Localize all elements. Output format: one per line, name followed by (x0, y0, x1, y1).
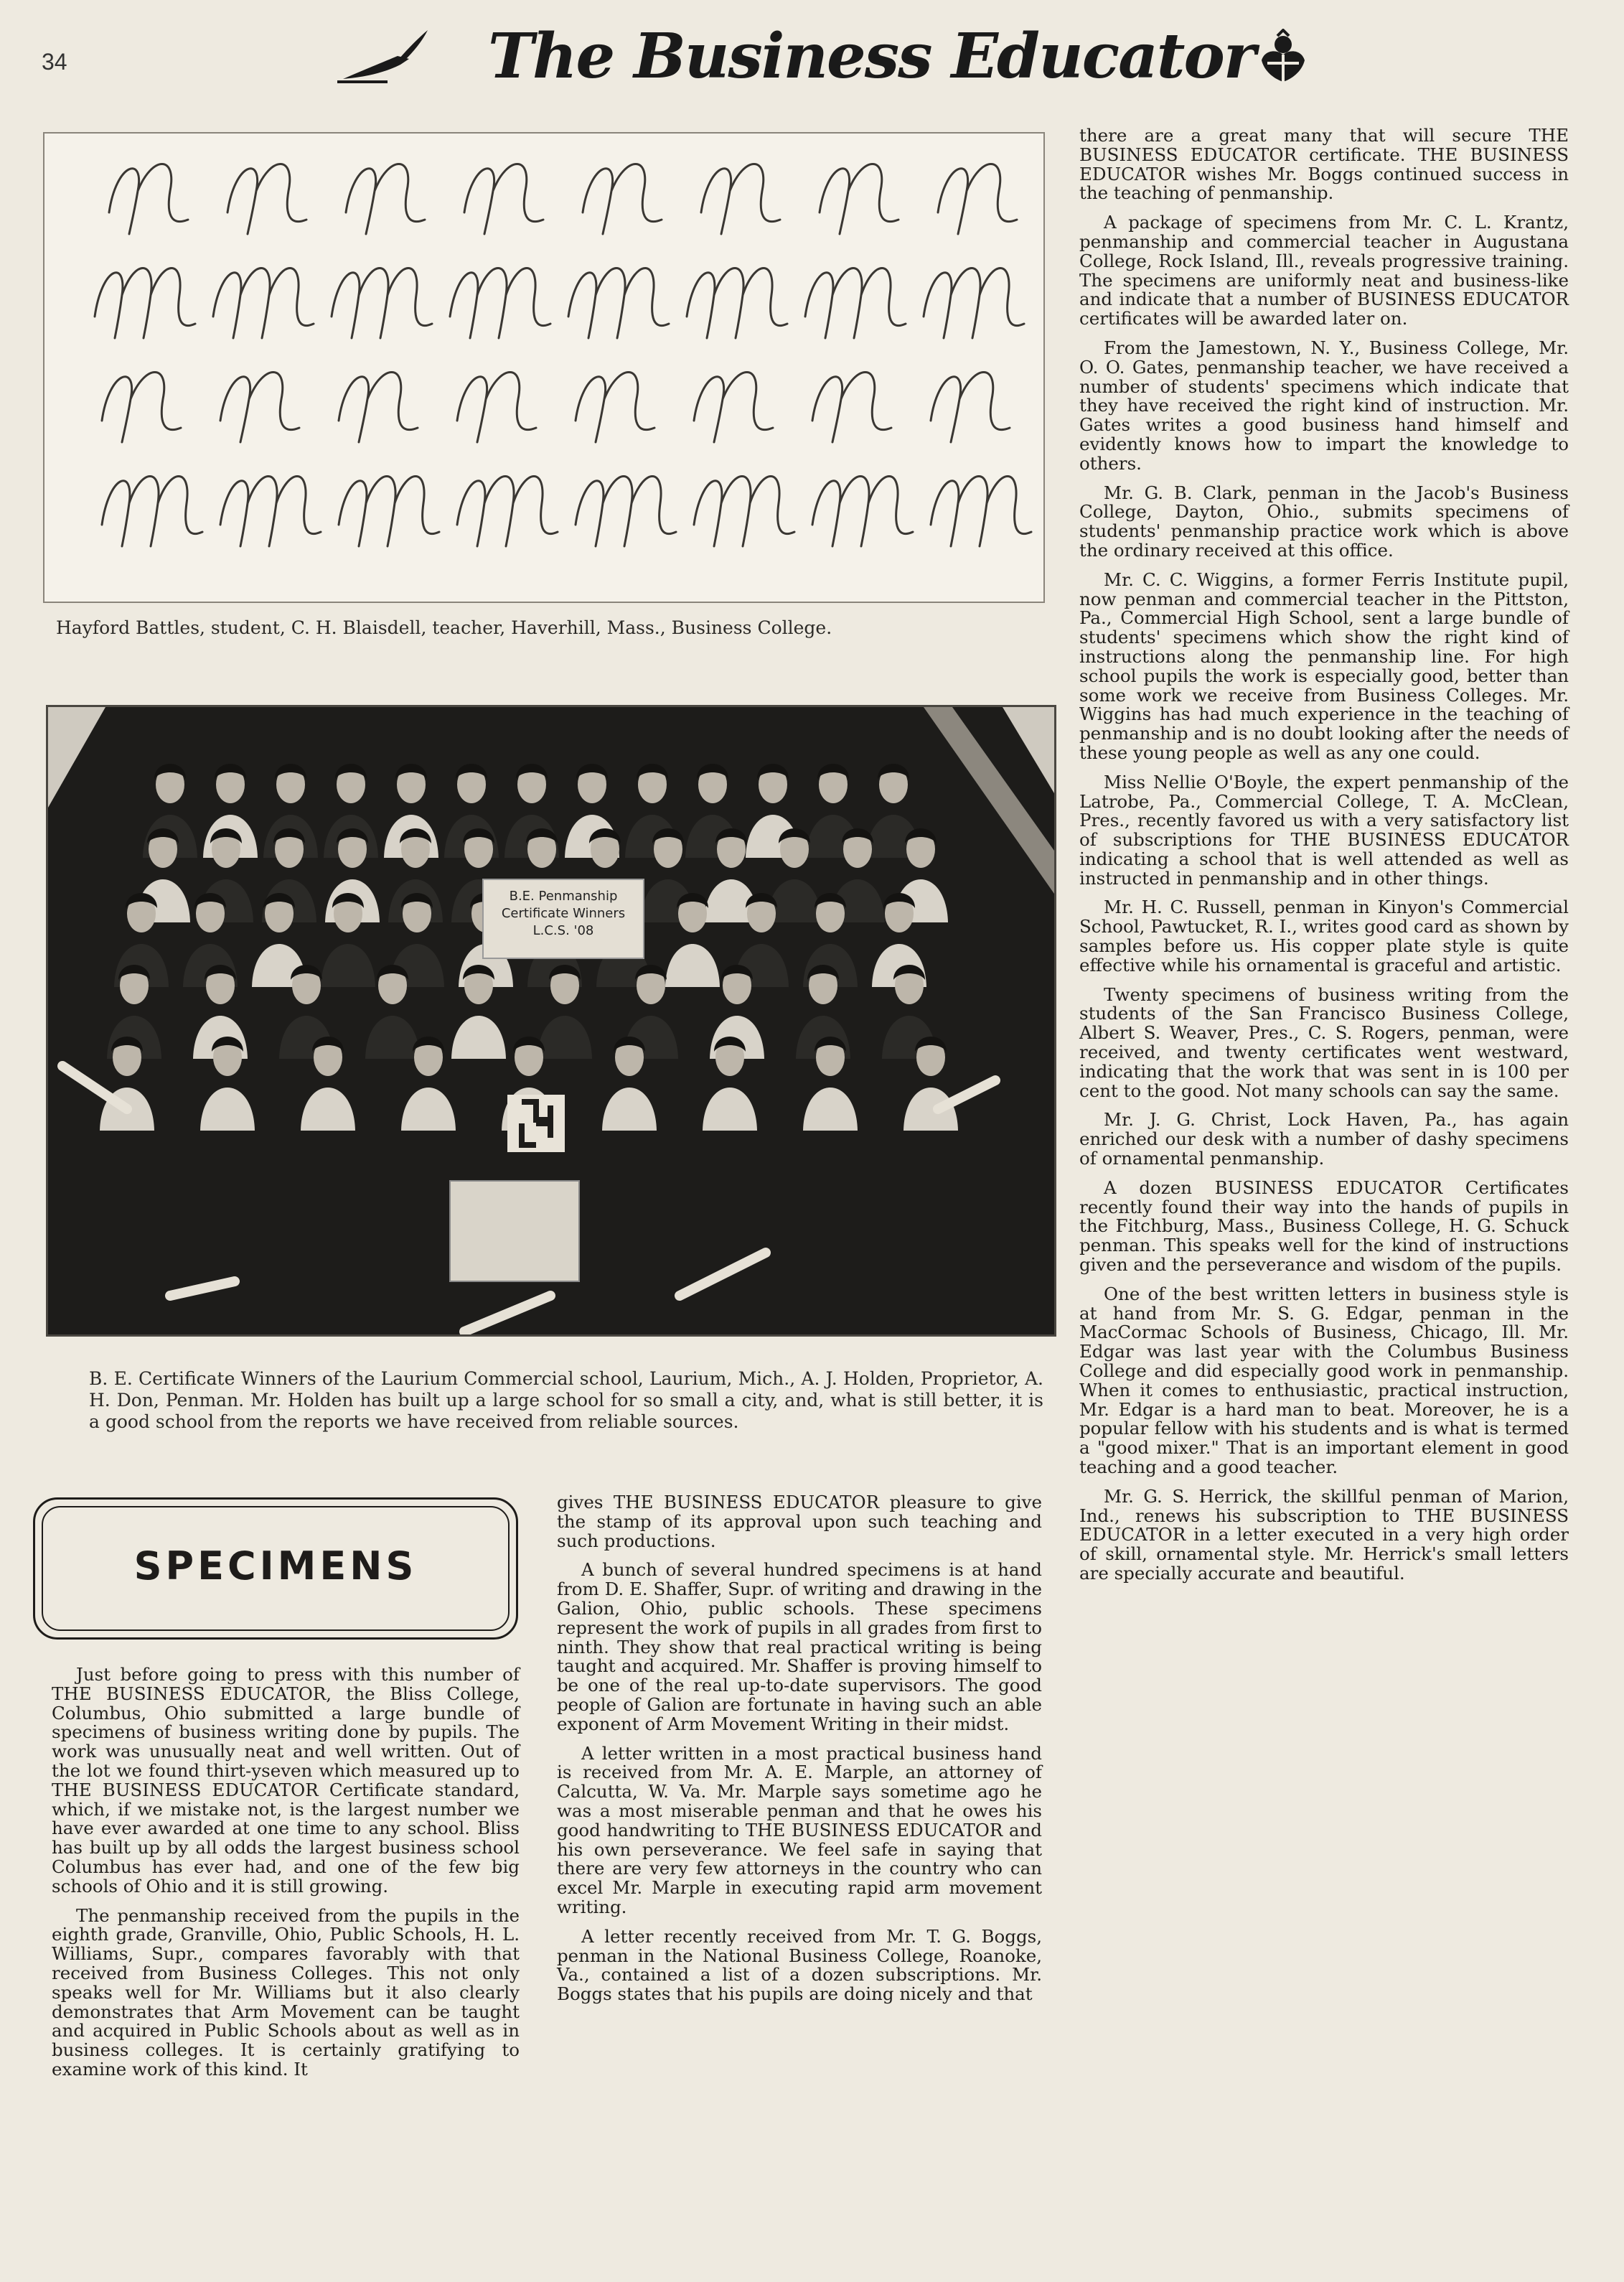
script-letter-m (687, 268, 787, 339)
photo-caption: B. E. Certificate Winners of the Laurium Commercial school, Laurium, Mich., A. J. Holden, Proprietor, A. H. Don, Penman. Mr. Holden has built up a large school for so small a city, and, what is still better, it is a good school from the reports we have received from reliable sources. (89, 1368, 1043, 1432)
script-letter-m (924, 268, 1024, 339)
script-letter-m (450, 268, 550, 339)
script-letter-n (109, 164, 188, 235)
paragraph: A package of specimens from Mr. C. L. Krantz, penmanship and commercial teacher in Augustana College, Rock Island, Ill., reveals progressive training. The specimens are uniformly neat and business-like and indicate that a number of BUSINESS EDUCATOR certificates will be awarded later on. (1079, 212, 1569, 329)
specimens-heading-box (33, 1497, 518, 1640)
script-letter-n (820, 164, 898, 235)
script-letter-n (938, 164, 1017, 235)
script-letter-n (220, 373, 299, 443)
script-letter-m (812, 477, 913, 547)
script-letter-n (701, 164, 780, 235)
emblem-icon (1254, 29, 1312, 86)
script-letter-n (339, 373, 418, 443)
masthead-title: The Business Educator (488, 20, 1255, 93)
script-letter-m (102, 477, 202, 547)
paragraph: A bunch of several hundred specimens is at hand from D. E. Shaffer, Supr. of writing and drawing in the Galion, Ohio, public schools. These specimens represent the work of pupils in all grades from first to ninth. They show that real practical writing is being taught and acquired. Mr. Shaffer is proving himself to be one of the real up-to-date supervisors. The good people of Galion are fortunate in having such an able exponent of Arm Movement Writing in their midst. (557, 1559, 1042, 1734)
script-letter-n (694, 373, 773, 443)
script-letter-n (931, 373, 1010, 443)
paragraph: A letter recently received from Mr. T. G. Boggs, penman in the National Business College, Roanoke, Va., contained a list of a dozen subscriptions. Mr. Boggs states that his pupils are doing nicely and that (557, 1925, 1042, 2005)
script-letter-m (694, 477, 794, 547)
paragraph: Miss Nellie O'Boyle, the expert penmanship of the Latrobe, Pa., Commercial College, T. A. McClean, Pres., recently favored us with a very satisfactory list of subscriptions for THE BUSINESS EDUCATOR indicating a school that is well attended as well as instructed in penmanship and in other things. (1079, 771, 1569, 889)
paragraph: A letter written in a most practical business hand is received from Mr. A. E. Marple, an attorney of Calcutta, W. Va. Mr. Marple says sometime ago he was a most miserable penman and that he owes his good handwriting to THE BUSINESS EDUCATOR and his own perseverance. We feel safe in saying that there are very few attorneys in the country who can excel Mr. Marple in executing rapid arm movement writing. (557, 1742, 1042, 1917)
page-number: 34 (42, 49, 67, 75)
script-letter-m (95, 268, 195, 339)
penmanship-specimen-plate (43, 132, 1045, 603)
photo-sign-line: Certificate Winners (501, 906, 626, 921)
script-letter-n (812, 373, 891, 443)
plate-caption: Hayford Battles, student, C. H. Blaisdell, teacher, Haverhill, Mass., Business College. (56, 617, 832, 638)
script-letter-n (227, 164, 306, 235)
photo-sign-line: B.E. Penmanship (509, 889, 618, 904)
group-photo (46, 705, 1056, 1337)
script-letter-m (220, 477, 321, 547)
script-letter-n (102, 373, 181, 443)
paragraph: From the Jamestown, N. Y., Business College, Mr. O. O. Gates, penmanship teacher, we have received a number of students' specimens which indicate that they have received the right kind of instruction. Mr. Gates writes a good business hand himself and evidently knows how to impart the knowledge to others. (1079, 337, 1569, 474)
right-column (1079, 126, 1569, 1584)
middle-column (557, 1493, 1042, 2004)
paragraph: Mr. G. S. Herrick, the skillful penman of Marion, Ind., renews his subscription to THE BUSINESS EDUCATOR in a letter executed in a very high order of skill, ornamental style. Mr. Herrick's small letters are specially accurate and beautiful. (1079, 1485, 1569, 1584)
paragraph: The penmanship received from the pupils in the eighth grade, Granville, Ohio, Public Schools, H. L. Williams, Supr., compares favorably with that received from Business Colleges. This not only speaks well for Mr. Williams but it also clearly demonstrates that Arm Movement can be taught and acquired in Public Schools about as well as in business colleges. It is certainly gratifying to examine work of this kind. It (52, 1904, 520, 2080)
script-letter-m (332, 268, 432, 339)
paragraph: Mr. J. G. Christ, Lock Haven, Pa., has again enriched our desk with a number of dashy specimens of ornamental penmanship. (1079, 1109, 1569, 1169)
left-column (52, 1665, 520, 2080)
paragraph: Just before going to press with this number of THE BUSINESS EDUCATOR, the Bliss College, Columbus, Ohio submitted a large bundle of specimens of business writing done by pupils. The work was unusually neat and well written. Out of the lot we found thirt-yseven which measured up to THE BUSINESS EDUCATOR Certificate standard, which, if we mistake not, is the largest number we have ever awarded at one time to any school. Bliss has built up by all odds the largest business school Columbus has ever had, and one of the few big schools of Ohio and it is still growing. (52, 1664, 520, 1897)
paragraph: Mr. C. C. Wiggins, a former Ferris Institute pupil, now penman and commercial teacher in the Pittston, Pa., Commercial High School, sent a large bundle of students' specimens which show the right kind of instructions along the penmanship line. For high school pupils the work is especially good, better than some work we receive from Business Colleges. Mr. Wiggins has had much experience in the teaching of penmanship and is no doubt looking after the needs of these young people as well as any one could. (1079, 569, 1569, 763)
paragraph: there are a great many that will secure THE BUSINESS EDUCATOR certificate. THE BUSINESS EDUCATOR wishes Mr. Boggs continued success in the teaching of penmanship. (1079, 125, 1569, 204)
paragraph: gives THE BUSINESS EDUCATOR pleasure to give the stamp of its approval upon such teaching and such productions. (557, 1492, 1042, 1551)
paragraph: A dozen BUSINESS EDUCATOR Certificates recently found their way into the hands of pupils in the Fitchburg, Mass., Business College, H. G. Schuck penman. This speaks well for the kind of instructions given and the perseverance and wisdom of the pupils. (1079, 1177, 1569, 1276)
photo-sign-line: L.C.S. '08 (532, 923, 594, 938)
script-letter-m (457, 477, 558, 547)
photo-sign (487, 888, 639, 940)
paragraph: One of the best written letters in business style is at hand from Mr. S. G. Edgar, penman in the MacCormac Schools of Business, Chicago, Ill. Mr. Edgar was last year with the Columbus Business College and did especially good work in penmanship. When it comes to enthusiastic, practical instruction, Mr. Edgar is a hard man to beat. Moreover, he is a popular fellow with his students and is what is termed a "good mixer." That is an important element in good teaching and a good teacher. (1079, 1283, 1569, 1477)
script-letter-m (213, 268, 314, 339)
photo-placard (450, 1181, 579, 1281)
script-letter-m (576, 477, 676, 547)
specimens-heading: SPECIMENS (133, 1543, 418, 1589)
penmanship-letters-drawing (44, 134, 1043, 602)
script-letter-m (568, 268, 669, 339)
paragraph: Mr. G. B. Clark, penman in the Jacob's Business College, Dayton, Ohio., submits specimens of students' penmanship practice work which is above the ordinary received at this office. (1079, 482, 1569, 561)
script-letter-n (583, 164, 662, 235)
quill-icon (337, 27, 431, 85)
script-letter-m (931, 477, 1031, 547)
script-letter-m (805, 268, 906, 339)
script-letter-n (464, 164, 543, 235)
paragraph: Twenty specimens of business writing from the students of the San Francisco Business College, Albert S. Weaver, Pres., C. S. Rogers, penman, were received, and twenty certificates went westward, indicating that the work that was sent in is 100 per cent to the good. Not many schools can say the same. (1079, 983, 1569, 1101)
script-letter-n (576, 373, 654, 443)
paragraph: Mr. H. C. Russell, penman in Kinyon's Commercial School, Pawtucket, R. I., writes good card as shown by samples before us. His copper plate style is quite effective while his ornamental is graceful and artistic. (1079, 897, 1569, 976)
script-letter-n (346, 164, 425, 235)
script-letter-m (339, 477, 439, 547)
script-letter-n (457, 373, 536, 443)
group-photo-drawing (48, 707, 1054, 1334)
